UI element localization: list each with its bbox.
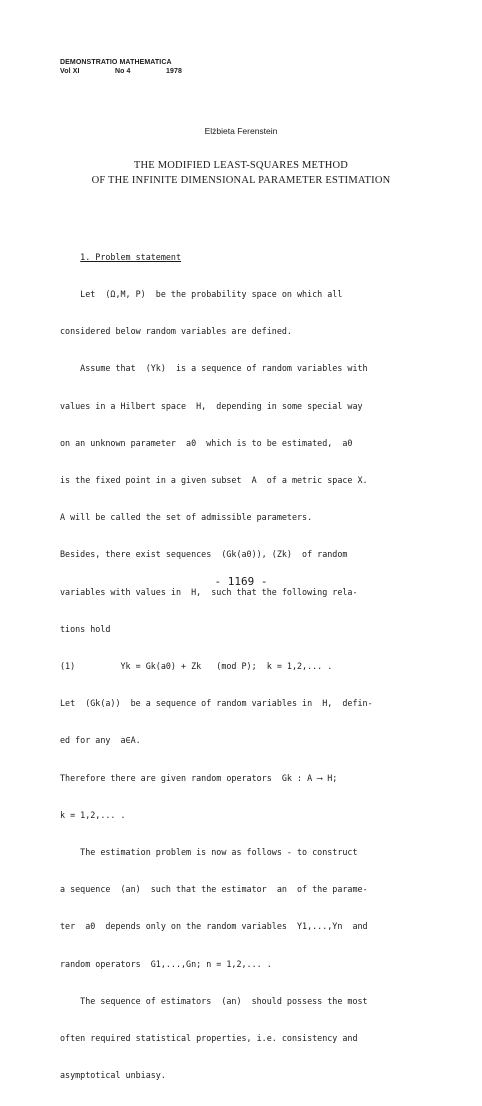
- journal-name: DEMONSTRATIO MATHEMATICA: [60, 59, 172, 66]
- body-line: The estimation problem is now as follows - to construct: [60, 847, 358, 858]
- body-line: Besides, there exist sequences (Gk(a0)), (Zk) of random: [60, 549, 348, 560]
- body-line: The sequence of estimators (an) should possess the most: [60, 995, 368, 1006]
- journal-volume-row: [60, 67, 182, 76]
- equation-1: (1) Yk = Gk(a0) + Zk (mod P); k = 1,2,... .: [60, 661, 333, 672]
- journal-issue: No 4: [114, 68, 131, 75]
- body-line: Assume that (Yk) is a sequence of random variables with: [60, 363, 368, 374]
- body-line: random operators G1,...,Gn; n = 1,2,... .: [60, 958, 272, 969]
- body-line: asymptotical unbiasy.: [60, 1070, 166, 1081]
- body-line: is the fixed point in a given subset A of a metric space X.: [60, 475, 368, 486]
- journal-header: [60, 58, 182, 76]
- title-line-2: OF THE INFINITE DIMENSIONAL PARAMETER ESTIMATION: [91, 175, 391, 186]
- body-line: tions hold: [60, 623, 111, 634]
- journal-year: 1978: [166, 68, 182, 75]
- body-line: often required statistical properties, i.e. consistency and: [60, 1033, 358, 1044]
- paper-title: [0, 158, 482, 188]
- body-text: [60, 226, 420, 1106]
- section-heading-text: 1. Problem statement: [80, 251, 182, 262]
- body-line: ed for any a∈A.: [60, 735, 141, 746]
- body-line: considered below random variables are defined.: [60, 326, 292, 337]
- body-line: variables with values in H, such that the following rela-: [60, 586, 358, 597]
- section-heading: [60, 251, 420, 263]
- body-line: ter a0 depends only on the random variables Y1,...,Yn and: [60, 921, 368, 932]
- body-line: Therefore there are given random operators Gk : A ⟶ H;: [60, 772, 338, 783]
- body-line: A will be called the set of admissible parameters.: [60, 512, 313, 523]
- body-line: values in a Hilbert space H, depending in some special way: [60, 400, 363, 411]
- body-line: Let (Ω,M, P) be the probability space on which all: [60, 289, 343, 300]
- body-line: a sequence (an) such that the estimator an of the parame-: [60, 884, 368, 895]
- title-line-1: THE MODIFIED LEAST-SQUARES METHOD: [133, 160, 349, 171]
- author-name: Elżbieta Ferenstein: [204, 126, 278, 136]
- body-line: on an unknown parameter a0 which is to be estimated, a0: [60, 437, 353, 448]
- journal-volume: Vol XI: [60, 68, 80, 75]
- body-line: Let (Gk(a)) be a sequence of random variables in H, defin-: [60, 698, 373, 709]
- page-number: - 1169 -: [214, 575, 268, 588]
- body-line: k = 1,2,... .: [60, 809, 126, 820]
